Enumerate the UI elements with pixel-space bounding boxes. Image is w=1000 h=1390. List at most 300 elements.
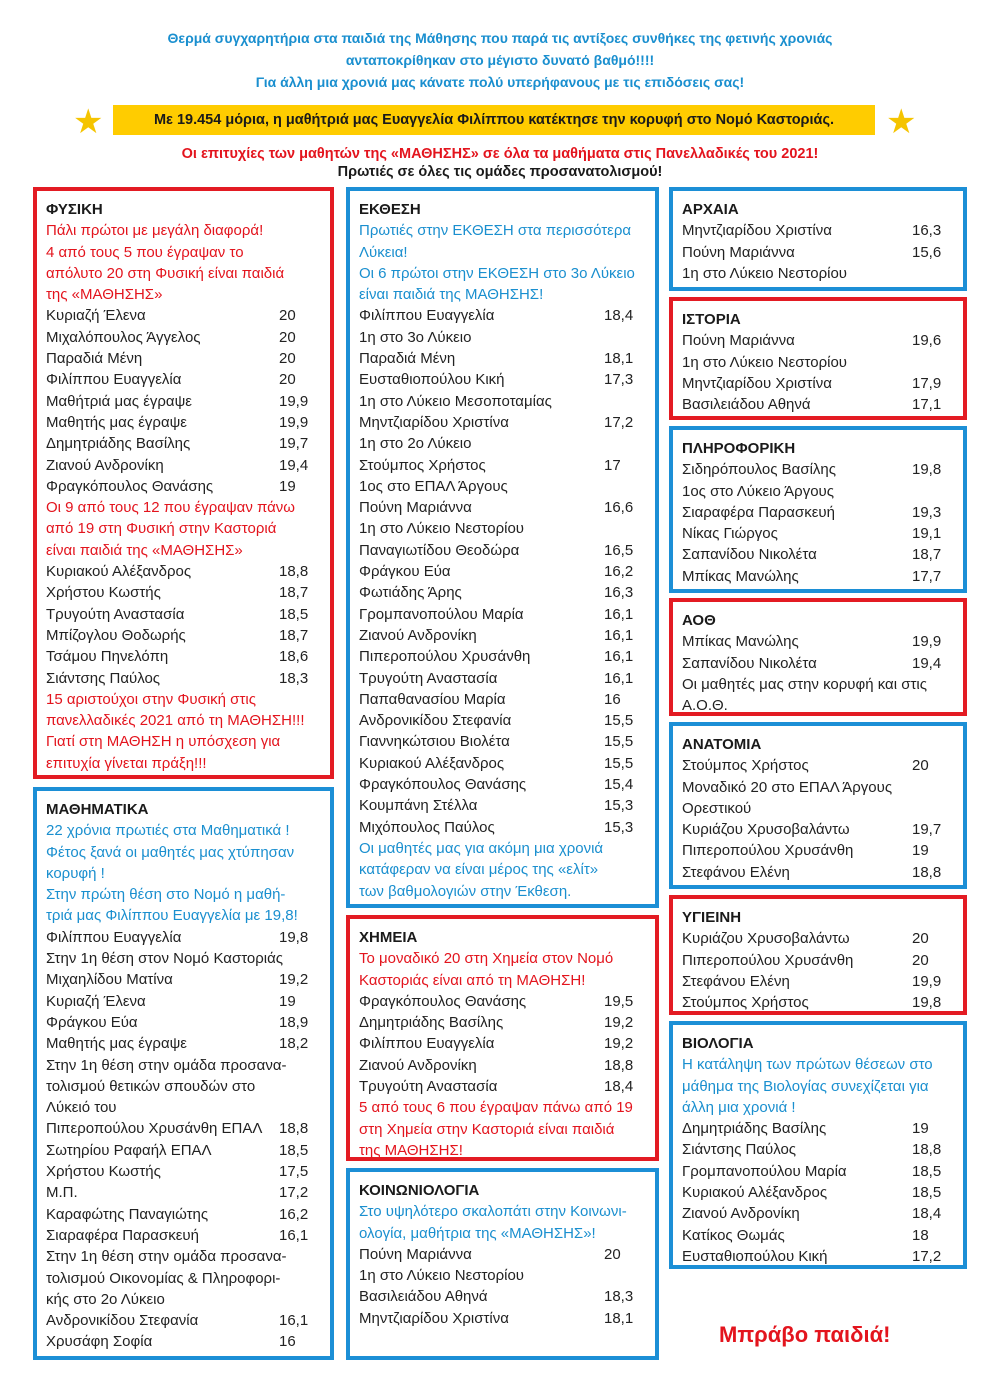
result-row bbox=[46, 476, 321, 497]
subject-title: ΦΥΣΙΚΗ bbox=[46, 201, 103, 218]
student-name: 1η στο Λύκειο Μεσοποταμίας bbox=[359, 392, 552, 410]
result-row bbox=[359, 348, 646, 369]
result-row bbox=[359, 795, 646, 816]
subject-note-line: 22 χρόνια πρωτιές στα Μαθηματικά ! bbox=[46, 822, 290, 840]
student-name: Στεφάνου Ελένη bbox=[682, 863, 790, 881]
student-score: 18,7 bbox=[279, 626, 309, 644]
student-name: Κυριακού Αλέξανδρος bbox=[682, 1184, 828, 1202]
result-row bbox=[359, 497, 646, 518]
intro-text bbox=[0, 27, 1000, 93]
student-name: Πιπεροπούλου Χρυσάνθη ΕΠΑΛ bbox=[46, 1120, 263, 1138]
result-row bbox=[682, 1118, 954, 1139]
student-score: 17 bbox=[604, 456, 621, 474]
subject-title: ΥΓΙΕΙΝΗ bbox=[682, 909, 742, 926]
student-score: 16,2 bbox=[604, 563, 634, 581]
intro-line-3: Για άλλη μια χρονιά μας κάνατε πολύ υπερήφανους με τις επιδόσεις σας! bbox=[255, 74, 745, 90]
result-row bbox=[359, 327, 646, 348]
subject-note-line: Η κατάληψη των πρώτων θέσεων στο bbox=[682, 1056, 933, 1074]
student-score: 18,5 bbox=[912, 1184, 942, 1202]
student-score: 19,8 bbox=[912, 994, 942, 1012]
subject-note-line: Καστοριάς είναι από τη ΜΑΘΗΣΗ! bbox=[359, 971, 586, 989]
student-score: 17,5 bbox=[279, 1163, 309, 1181]
student-name: Μπίκας Μανώλης bbox=[682, 567, 799, 585]
result-row bbox=[46, 391, 321, 412]
result-row bbox=[359, 1286, 646, 1307]
subject-box-ekthesi bbox=[346, 187, 659, 908]
subject-note-line: Α.Ο.Θ. bbox=[682, 697, 728, 715]
student-score: 18,1 bbox=[604, 350, 634, 368]
subject-note-line: κορυφή ! bbox=[46, 864, 105, 882]
student-name: Στούμπος Χρήστος bbox=[682, 757, 809, 775]
result-row bbox=[359, 1055, 646, 1076]
student-name: Τρυγούτη Αναστασία bbox=[359, 669, 498, 687]
student-name: Μαθητής μας έγραψε bbox=[46, 1035, 187, 1053]
student-score: 17,2 bbox=[604, 413, 634, 431]
student-name: Καραφώτης Παναγιώτης bbox=[46, 1205, 209, 1223]
student-name: Πούνη Μαριάννα bbox=[359, 1245, 472, 1263]
student-score: 17,2 bbox=[279, 1184, 309, 1202]
result-row bbox=[46, 1161, 321, 1182]
subject-note-line: Οι μαθητές μας για ακόμη μια χρονιά bbox=[359, 839, 604, 857]
student-name: Σιάντσης Παύλος bbox=[46, 669, 161, 687]
student-name: Γιαννηκώτσιου Βιολέτα bbox=[359, 733, 510, 751]
student-name: Μπίζογλου Θοδωρής bbox=[46, 626, 186, 644]
student-score: 20 bbox=[912, 757, 929, 775]
student-score bbox=[604, 518, 646, 539]
student-name: Κυριακού Αλέξανδρος bbox=[46, 563, 192, 581]
student-score: 18 bbox=[912, 1226, 929, 1244]
subject-title: ΧΗΜΕΙΑ bbox=[359, 929, 418, 946]
student-score: 18,8 bbox=[279, 563, 309, 581]
result-row bbox=[46, 969, 321, 990]
result-row bbox=[359, 1076, 646, 1097]
student-name: Μπίκας Μανώλης bbox=[682, 633, 799, 651]
result-row bbox=[682, 242, 954, 263]
student-score: 20 bbox=[279, 350, 296, 368]
student-score: 18,6 bbox=[279, 648, 309, 666]
student-score: 17,3 bbox=[604, 371, 634, 389]
student-score bbox=[604, 327, 646, 348]
subject-title: ΑΟΘ bbox=[682, 612, 716, 629]
headline-line-2: Πρωτιές σε όλες τις ομάδες προσανατολισμού! bbox=[337, 164, 663, 180]
student-score: 18,7 bbox=[912, 546, 942, 564]
result-row bbox=[682, 1225, 954, 1246]
student-score: 19 bbox=[912, 1120, 929, 1138]
student-name: Μοναδικό 20 στο ΕΠΑΛ Άργους bbox=[682, 778, 893, 796]
result-row bbox=[682, 481, 954, 502]
student-name: 1η στο Λύκειο Νεστορίου bbox=[682, 264, 847, 282]
student-score: 16,1 bbox=[604, 605, 634, 623]
subject-note-line: Πάλι πρώτοι με μεγάλη διαφορά! bbox=[46, 222, 264, 240]
result-row bbox=[359, 391, 646, 412]
student-name: Φραγκόπουλος Θανάσης bbox=[359, 992, 527, 1010]
subject-box-pliroforiki bbox=[669, 426, 967, 593]
student-name: Σιάντσης Παύλος bbox=[682, 1141, 797, 1159]
result-row bbox=[359, 1308, 646, 1329]
result-row bbox=[682, 777, 954, 798]
student-name: Δημητριάδης Βασίλης bbox=[682, 1120, 827, 1138]
subject-note-line: Οι 6 πρώτοι στην ΕΚΘΕΣΗ στο 3ο Λύκειο bbox=[359, 264, 635, 282]
student-score: 15,4 bbox=[604, 776, 634, 794]
student-score: 18,8 bbox=[279, 1120, 309, 1138]
subject-note-line: επιτυχία γίνεται πράξη!!! bbox=[46, 754, 207, 772]
student-score: 18,5 bbox=[279, 605, 309, 623]
student-score: 16,5 bbox=[604, 541, 634, 559]
student-score: 20 bbox=[279, 328, 296, 346]
student-name: Σιαραφέρα Παρασκευή bbox=[682, 503, 835, 521]
subject-note-line: της ΜΑΘΗΣΗΣ! bbox=[359, 1141, 463, 1159]
subject-note-line: Λύκεια! bbox=[359, 243, 408, 261]
result-row bbox=[359, 625, 646, 646]
subject-box-aoth bbox=[669, 598, 967, 716]
student-name: Σωτηρίου Ραφαήλ ΕΠΑΛ bbox=[46, 1141, 212, 1159]
student-score: 18,5 bbox=[279, 1141, 309, 1159]
result-row bbox=[359, 1244, 646, 1265]
subject-title: ΠΛΗΡΟΦΟΡΙΚΗ bbox=[682, 440, 796, 457]
result-row bbox=[359, 753, 646, 774]
result-row bbox=[46, 455, 321, 476]
student-score bbox=[912, 798, 954, 819]
subject-note-line: είναι παιδιά της ΜΑΘΗΣΗΣ! bbox=[359, 286, 544, 304]
subject-note-line: Στην πρώτη θέση στο Νομό η μαθή- bbox=[46, 886, 286, 904]
student-score bbox=[912, 777, 954, 798]
student-name: Κουμπάνη Στέλλα bbox=[359, 797, 478, 815]
result-row bbox=[359, 433, 646, 454]
result-row bbox=[359, 518, 646, 539]
student-name: Παραδιά Μένη bbox=[46, 350, 143, 368]
student-score: 20 bbox=[279, 371, 296, 389]
student-name: Σιδηρόπουλος Βασίλης bbox=[682, 461, 836, 479]
result-row bbox=[46, 646, 321, 667]
student-name: Ζιανού Ανδρονίκη bbox=[682, 1205, 800, 1223]
result-row bbox=[682, 373, 954, 394]
student-name: Ορεστικού bbox=[682, 799, 752, 817]
student-name: Κυριαζή Έλενα bbox=[46, 307, 146, 325]
result-row bbox=[682, 330, 954, 351]
result-row bbox=[682, 459, 954, 480]
subject-subnote: Στην 1η θέση στον Νομό Καστοριάς bbox=[46, 950, 284, 968]
student-score: 18,3 bbox=[604, 1288, 634, 1306]
result-row bbox=[46, 305, 321, 326]
result-row bbox=[682, 653, 954, 674]
result-row bbox=[359, 774, 646, 795]
subject-box-koinoniologia bbox=[346, 1168, 659, 1360]
student-score: 16,6 bbox=[604, 499, 634, 517]
student-name: Τρυγούτη Αναστασία bbox=[359, 1078, 498, 1096]
result-row bbox=[682, 394, 954, 415]
student-score: 19,7 bbox=[279, 435, 309, 453]
student-score: 19,8 bbox=[279, 928, 309, 946]
student-score: 19,2 bbox=[604, 1014, 634, 1032]
student-name: Κυριάζου Χρυσοβαλάντω bbox=[682, 821, 850, 839]
student-score: 17,7 bbox=[912, 567, 942, 585]
student-score: 19,3 bbox=[912, 503, 942, 521]
student-name: Φράγκου Εύα bbox=[46, 1013, 138, 1031]
student-name: Ανδρονικίδου Στεφανία bbox=[46, 1312, 199, 1330]
result-row bbox=[359, 646, 646, 667]
result-row bbox=[46, 668, 321, 689]
subject-title: ΑΡΧΑΙΑ bbox=[682, 201, 739, 218]
student-score: 17,2 bbox=[912, 1247, 942, 1265]
student-score: 20 bbox=[604, 1245, 621, 1263]
student-name: Φραγκόπουλος Θανάσης bbox=[46, 477, 214, 495]
student-score: 19,5 bbox=[604, 992, 634, 1010]
result-row bbox=[359, 731, 646, 752]
subject-note-line: των βαθμολογιών στην Έκθεση. bbox=[359, 882, 572, 900]
student-score: 18,4 bbox=[604, 1078, 634, 1096]
result-row bbox=[46, 433, 321, 454]
student-score: 16,3 bbox=[604, 584, 634, 602]
student-score: 18,8 bbox=[604, 1056, 634, 1074]
subject-note-line: στη Χημεία στην Καστοριά είναι παιδιά bbox=[359, 1120, 615, 1138]
student-score: 19 bbox=[912, 842, 929, 860]
subject-box-fysiki bbox=[33, 187, 334, 779]
subject-note-line: της «ΜΑΘΗΣΗΣ» bbox=[46, 286, 163, 304]
student-name: Βασιλειάδου Αθηνά bbox=[682, 396, 811, 414]
result-row bbox=[46, 348, 321, 369]
student-name: Χρυσάφη Σοφία bbox=[46, 1333, 153, 1351]
student-score: 19,9 bbox=[912, 972, 942, 990]
student-score: 19,9 bbox=[279, 392, 309, 410]
result-row bbox=[359, 817, 646, 838]
result-row bbox=[359, 1265, 646, 1286]
student-score: 19,8 bbox=[912, 461, 942, 479]
student-score: 18,7 bbox=[279, 584, 309, 602]
student-name: Μιχαηλίδου Ματίνα bbox=[46, 971, 173, 989]
student-score: 19,2 bbox=[604, 1035, 634, 1053]
student-score: 18,4 bbox=[604, 307, 634, 325]
subject-box-anatomia bbox=[669, 722, 967, 889]
result-row bbox=[46, 561, 321, 582]
student-name: Πούνη Μαριάννα bbox=[682, 332, 795, 350]
result-row bbox=[682, 523, 954, 544]
intro-line-2: ανταποκρίθηκαν στο μέγιστο δυνατό βαθμό!!!! bbox=[345, 52, 655, 68]
result-row bbox=[682, 263, 954, 284]
student-name: Μηντζιαρίδου Χριστίνα bbox=[682, 374, 832, 392]
subject-note-line: πανελλαδικές 2021 από τη ΜΑΘΗΣΗ!!! bbox=[46, 712, 305, 730]
result-row bbox=[682, 950, 954, 971]
student-name: Πιπεροπούλου Χρυσάνθη bbox=[359, 648, 531, 666]
result-row bbox=[682, 220, 954, 241]
result-row bbox=[46, 1310, 321, 1331]
subject-note-line: Φέτος ξανά οι μαθητές μας χτύπησαν bbox=[46, 843, 295, 861]
subject-note-line: 5 από τους 6 που έγραψαν πάνω από 19 bbox=[359, 1099, 633, 1117]
result-row bbox=[682, 1246, 954, 1267]
result-row bbox=[46, 1012, 321, 1033]
student-name: Φιλίππου Ευαγγελία bbox=[359, 1035, 495, 1053]
student-name: Στούμπος Χρήστος bbox=[682, 994, 809, 1012]
student-score: 17,9 bbox=[912, 374, 942, 392]
student-score bbox=[912, 263, 954, 284]
subject-title: ΕΚΘΕΣΗ bbox=[359, 201, 421, 218]
result-row bbox=[46, 927, 321, 948]
highlight-banner: Με 19.454 μόρια, η μαθήτριά μας Ευαγγελία Φιλίππου κατέκτησε την κορυφή στο Νομό Καστοριάς. bbox=[113, 105, 875, 135]
student-name: Φραγκόπουλος Θανάσης bbox=[359, 776, 527, 794]
result-row bbox=[359, 1012, 646, 1033]
subject-note-line: άλλη μια χρονιά ! bbox=[682, 1098, 796, 1116]
result-row bbox=[46, 1225, 321, 1246]
student-score: 16,1 bbox=[604, 669, 634, 687]
student-name: Χρήστου Κωστής bbox=[46, 1163, 161, 1181]
result-row bbox=[46, 625, 321, 646]
result-row bbox=[682, 502, 954, 523]
student-name: Κυριάζου Χρυσοβαλάντω bbox=[682, 930, 850, 948]
subject-note-line: Οι μαθητές μας στην κορυφή και στις bbox=[682, 675, 927, 693]
subject-box-istoria bbox=[669, 297, 967, 420]
student-name: Ζιανού Ανδρονίκη bbox=[359, 626, 477, 644]
student-name: Ευσταθιοπούλου Κική bbox=[359, 371, 505, 389]
student-score: 16 bbox=[279, 1333, 296, 1351]
student-name: Μηντζιαρίδου Χριστίνα bbox=[359, 1309, 509, 1327]
student-score: 19 bbox=[279, 477, 296, 495]
result-row bbox=[359, 369, 646, 390]
result-row bbox=[46, 327, 321, 348]
student-name: Γρομπανοπούλου Μαρία bbox=[359, 605, 524, 623]
bravo-text: Μπράβο παιδιά! bbox=[719, 1322, 891, 1347]
result-row bbox=[46, 412, 321, 433]
student-name: Πούνη Μαριάννα bbox=[682, 243, 795, 261]
result-row bbox=[46, 1204, 321, 1225]
student-name: Φωτιάδης Άρης bbox=[359, 584, 462, 602]
student-score: 15,6 bbox=[912, 243, 942, 261]
student-score: 16,1 bbox=[604, 648, 634, 666]
result-row bbox=[46, 1331, 321, 1352]
student-name: Φράγκου Εύα bbox=[359, 563, 451, 581]
subject-note-line: απόλυτο 20 στη Φυσική είναι παιδιά bbox=[46, 264, 285, 282]
student-score: 18,4 bbox=[912, 1205, 942, 1223]
student-score: 15,3 bbox=[604, 797, 634, 815]
subject-box-viologia bbox=[669, 1021, 967, 1269]
student-name: Φιλίππου Ευαγγελία bbox=[46, 371, 182, 389]
student-score: 15,3 bbox=[604, 818, 634, 836]
student-name: 1ος στο Λύκειο Άργους bbox=[682, 482, 834, 500]
student-score bbox=[604, 1265, 646, 1286]
student-name: Μιχόπουλος Παύλος bbox=[359, 818, 495, 836]
subject-note-line: Το μοναδικό 20 στη Χημεία στον Νομό bbox=[359, 950, 614, 968]
student-score: 15,5 bbox=[604, 712, 634, 730]
student-name: Σαπανίδου Νικολέτα bbox=[682, 546, 817, 564]
subject-box-ximeia bbox=[346, 915, 659, 1161]
student-name: Δημητριάδης Βασίλης bbox=[359, 1014, 504, 1032]
student-name: Βασιλειάδου Αθηνά bbox=[359, 1288, 488, 1306]
student-name: Παραδιά Μένη bbox=[359, 350, 456, 368]
student-score: 16,1 bbox=[604, 626, 634, 644]
subject-box-mathimatika bbox=[33, 787, 334, 1360]
student-name: 1η στο Λύκειο Νεστορίου bbox=[359, 1267, 524, 1285]
student-score: 19,9 bbox=[912, 633, 942, 651]
student-score: 18,9 bbox=[279, 1013, 309, 1031]
result-row bbox=[682, 544, 954, 565]
subject-note-line: Γιατί στη ΜΑΘΗΣΗ η υπόσχεση για bbox=[46, 733, 281, 751]
student-score bbox=[912, 481, 954, 502]
result-row bbox=[359, 540, 646, 561]
student-name: Μαθήτριά μας έγραψε bbox=[46, 392, 192, 410]
result-row bbox=[682, 352, 954, 373]
subject-subnote-line: Λύκειό του bbox=[46, 1099, 117, 1117]
subject-note-line: Οι 9 από τους 12 που έγραψαν πάνω bbox=[46, 499, 296, 517]
student-score: 16,2 bbox=[279, 1205, 309, 1223]
student-score: 18,5 bbox=[912, 1162, 942, 1180]
result-row bbox=[682, 862, 954, 883]
student-score: 18,8 bbox=[912, 863, 942, 881]
star-icon: ★ bbox=[73, 103, 104, 141]
intro-line-1: Θερμά συγχαρητήρια στα παιδιά της Μάθησης που παρά τις αντίξοες συνθήκες της φετινής χρονιάς bbox=[167, 30, 833, 46]
result-row bbox=[682, 971, 954, 992]
result-row bbox=[359, 561, 646, 582]
student-name: Κυριακού Αλέξανδρος bbox=[359, 754, 505, 772]
subject-note-line: τριά μας Φιλίππου Ευαγγελία με 19,8! bbox=[46, 907, 298, 925]
student-score: 19,6 bbox=[912, 332, 942, 350]
result-row bbox=[682, 798, 954, 819]
subject-subnote-line: τολισμού θετικών σπουδών στο bbox=[46, 1077, 256, 1095]
result-row bbox=[46, 582, 321, 603]
student-name: Μηντζιαρίδου Χριστίνα bbox=[682, 222, 832, 240]
result-row bbox=[682, 566, 954, 587]
student-name: Στούμπος Χρήστος bbox=[359, 456, 486, 474]
subject-title: ΑΝΑΤΟΜΙΑ bbox=[682, 736, 762, 753]
student-score: 19,1 bbox=[912, 525, 942, 543]
result-row bbox=[682, 1182, 954, 1203]
result-row bbox=[682, 840, 954, 861]
student-score bbox=[912, 352, 954, 373]
headline-line-1: Οι επιτυχίες των μαθητών της «ΜΑΘΗΣΗΣ» σε όλα τα μαθήματα στις Πανελλαδικές του 2021! bbox=[181, 146, 819, 162]
result-row bbox=[359, 455, 646, 476]
student-score: 15,5 bbox=[604, 754, 634, 772]
student-name: Σιαραφέρα Παρασκευή bbox=[46, 1226, 199, 1244]
subject-note-line: ολογία, μαθήτρια της «ΜΑΘΗΣΗΣ»! bbox=[359, 1224, 596, 1242]
student-score: 19,2 bbox=[279, 971, 309, 989]
result-row bbox=[682, 755, 954, 776]
subject-title: ΙΣΤΟΡΙΑ bbox=[682, 311, 741, 328]
subject-subnote-line: Στην 1η θέση στην ομάδα προσανα- bbox=[46, 1248, 287, 1266]
student-score: 15,5 bbox=[604, 733, 634, 751]
student-score: 16,1 bbox=[279, 1312, 309, 1330]
student-name: Μαθητής μας έγραψε bbox=[46, 413, 187, 431]
subject-box-arxaia bbox=[669, 187, 967, 291]
result-row bbox=[359, 668, 646, 689]
student-name: Τρυγούτη Αναστασία bbox=[46, 605, 185, 623]
student-name: Πούνη Μαριάννα bbox=[359, 499, 472, 517]
subject-note-line: από 19 στη Φυσική στην Καστοριά bbox=[46, 520, 277, 538]
student-name: Μιχαλόπουλος Άγγελος bbox=[46, 328, 201, 346]
result-row bbox=[46, 991, 321, 1012]
student-score bbox=[604, 433, 646, 454]
result-row bbox=[682, 819, 954, 840]
student-name: Σαπανίδου Νικολέτα bbox=[682, 654, 817, 672]
result-row bbox=[682, 631, 954, 652]
student-name: Φιλίππου Ευαγγελία bbox=[46, 928, 182, 946]
student-name: Ανδρονικίδου Στεφανία bbox=[359, 712, 512, 730]
result-row bbox=[359, 305, 646, 326]
student-score: 18,2 bbox=[279, 1035, 309, 1053]
student-score: 19,4 bbox=[912, 654, 942, 672]
student-name: Χρήστου Κωστής bbox=[46, 584, 161, 602]
star-icon: ★ bbox=[886, 103, 917, 141]
student-name: Φιλίππου Ευαγγελία bbox=[359, 307, 495, 325]
result-row bbox=[359, 604, 646, 625]
student-name: 1η στο Λύκειο Νεστορίου bbox=[359, 520, 524, 538]
subject-title: ΚΟΙΝΩΝΙΟΛΟΓΙΑ bbox=[359, 1182, 480, 1199]
result-row bbox=[359, 582, 646, 603]
student-name: Κατίκος Θωμάς bbox=[682, 1226, 785, 1244]
student-name: 1ος στο ΕΠΑΛ Άργους bbox=[359, 477, 508, 495]
subject-note-line: 15 αριστούχοι στην Φυσική στις bbox=[46, 690, 256, 708]
student-score: 16,1 bbox=[279, 1226, 309, 1244]
result-row bbox=[46, 1182, 321, 1203]
student-score: 19,7 bbox=[912, 821, 942, 839]
student-score: 19,4 bbox=[279, 456, 309, 474]
student-name: Πιπεροπούλου Χρυσάνθη bbox=[682, 842, 854, 860]
